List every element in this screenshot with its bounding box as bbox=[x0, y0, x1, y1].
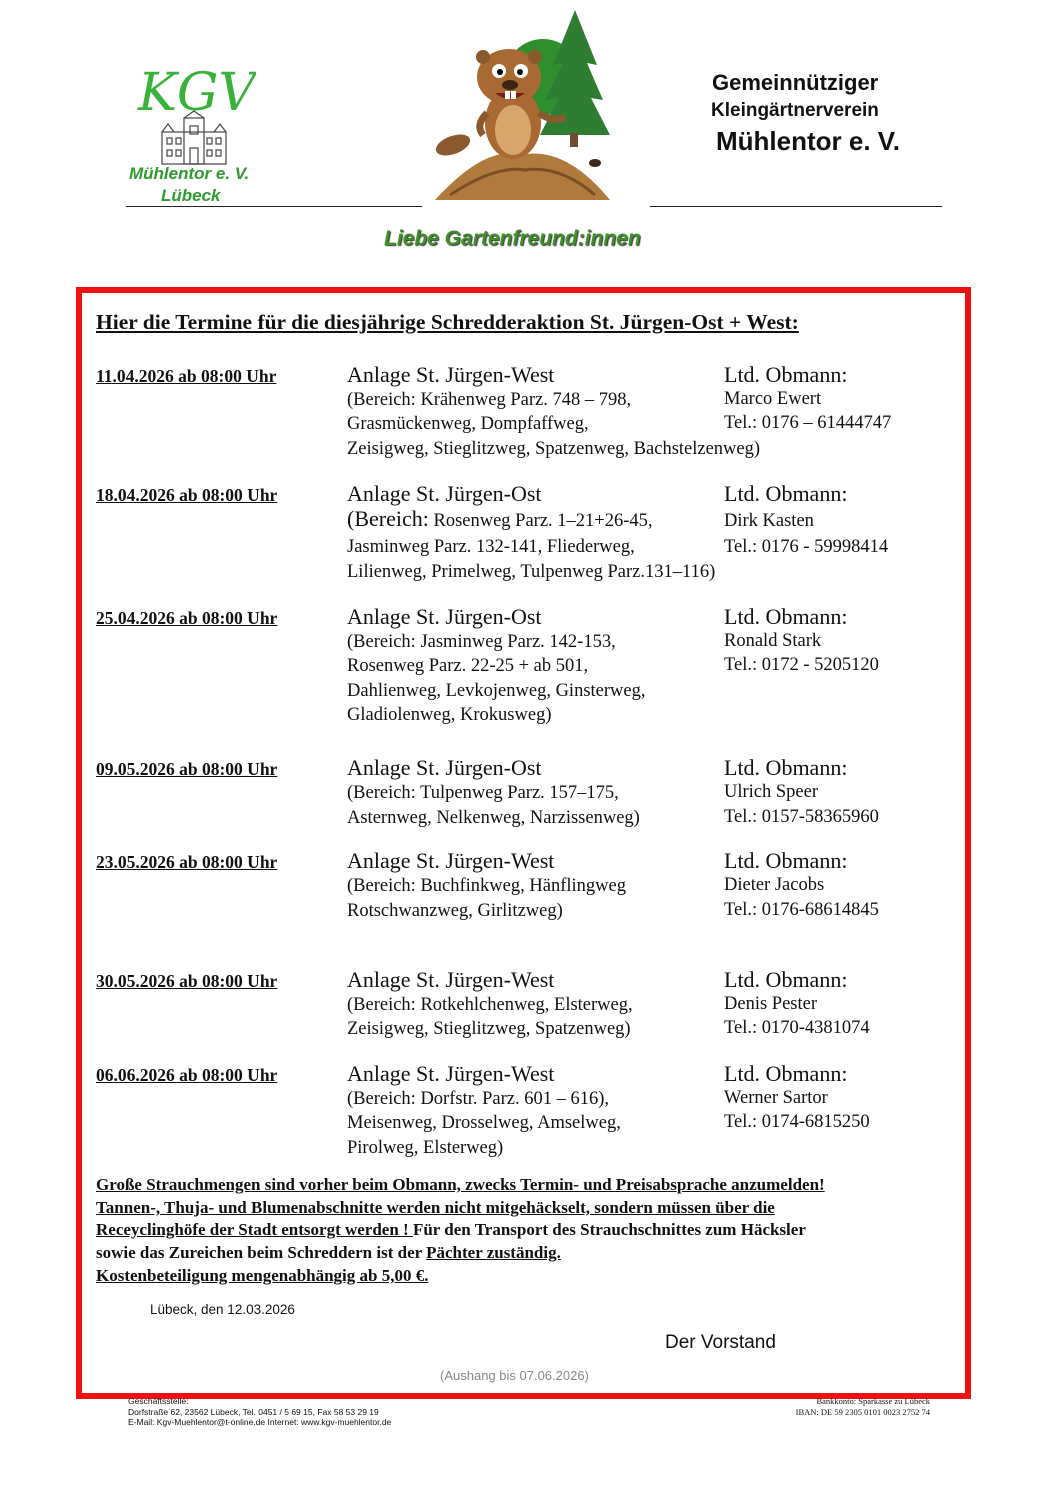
note-line-3 bbox=[96, 1220, 806, 1240]
entry-date: 25.04.2026 ab 08:00 Uhr bbox=[96, 608, 278, 628]
entry-bereich-line: (Bereich: Buchfinkweg, Hänflingweg bbox=[347, 876, 626, 896]
entry-anlage: Anlage St. Jürgen-West bbox=[347, 362, 555, 387]
aushang-note: (Aushang bis 07.06.2026) bbox=[440, 1368, 589, 1383]
footer-left-line: Dorfstraße 62, 23562 Lübeck, Tel. 0451 / 5 69 15, Fax 58 53 29 19 bbox=[128, 1406, 379, 1417]
entry-obmann-tel: Tel.: 0176 - 59998414 bbox=[724, 537, 889, 557]
entry-obmann-name: Dieter Jacobs bbox=[724, 875, 825, 895]
logo-subtitle-2: Lübeck bbox=[161, 186, 221, 205]
entry-obmann-tel: Tel.: 0174-6815250 bbox=[724, 1112, 870, 1132]
note-line-1: Große Strauchmengen sind vorher beim Obmann, zwecks Termin- und Preisabsprache anzumelden! bbox=[96, 1175, 825, 1194]
entry-bereich-line: (Bereich: Krähenweg Parz. 748 – 798, bbox=[347, 390, 632, 410]
header-rule-left bbox=[126, 206, 422, 207]
entry-anlage: Anlage St. Jürgen-West bbox=[347, 1061, 555, 1086]
entry-anlage: Anlage St. Jürgen-West bbox=[347, 967, 555, 992]
entry-obmann-label: Ltd. Obmann: bbox=[724, 362, 848, 387]
note-line-4-underlined: Pächter zuständig. bbox=[426, 1243, 561, 1262]
entry-bereich-line: (Bereich: Dorfstr. Parz. 601 – 616), bbox=[347, 1089, 610, 1109]
entry-obmann-name: Marco Ewert bbox=[724, 389, 822, 409]
org-name-line-3: Mühlentor e. V. bbox=[716, 126, 900, 156]
entry-obmann-name: Dirk Kasten bbox=[724, 511, 814, 531]
org-name-line-1: Gemeinnütziger bbox=[712, 70, 879, 95]
entry-bereich-line bbox=[347, 507, 653, 534]
entry-obmann-label: Ltd. Obmann: bbox=[724, 967, 848, 992]
signature: Der Vorstand bbox=[665, 1332, 776, 1353]
entry-obmann-tel: Tel.: 0170-4381074 bbox=[724, 1018, 870, 1038]
main-heading: Hier die Termine für die diesjährige Schredderaktion St. Jürgen-Ost + West: bbox=[96, 310, 799, 334]
entry-date: 09.05.2026 ab 08:00 Uhr bbox=[96, 759, 278, 779]
entry-anlage: Anlage St. Jürgen-Ost bbox=[347, 755, 542, 780]
entry-obmann-name: Ulrich Speer bbox=[724, 782, 819, 802]
entry-obmann-label: Ltd. Obmann: bbox=[724, 604, 848, 629]
entry-bereich-text: Rosenweg Parz. 1–21+26-45, bbox=[428, 511, 653, 531]
entry-date: 06.06.2026 ab 08:00 Uhr bbox=[96, 1065, 278, 1085]
note-line-2: Tannen-, Thuja- und Blumenabschnitte werden nicht mitgehäckselt, sondern müssen über die bbox=[96, 1198, 775, 1217]
footer-right-line: Bankkonto: Sparkasse zu Lübeck bbox=[816, 1396, 930, 1406]
entry-bereich-line: Rosenweg Parz. 22-25 + ab 501, bbox=[347, 656, 589, 676]
entry-obmann-name: Werner Sartor bbox=[724, 1088, 828, 1108]
footer-left-line: E-Mail: Kgv-Muehlentor@t-online.de Internet: www.kgv-muehlentor.de bbox=[128, 1417, 392, 1427]
greeting: Liebe Gartenfreund:innen bbox=[384, 227, 641, 250]
entry-anlage: Anlage St. Jürgen-Ost bbox=[347, 604, 542, 629]
entry-date: 11.04.2026 ab 08:00 Uhr bbox=[96, 366, 277, 386]
entry-obmann-name: Ronald Stark bbox=[724, 631, 822, 651]
entry-bereich-line: (Bereich: Tulpenweg Parz. 157–175, bbox=[347, 783, 619, 803]
beaver-mascot-icon bbox=[425, 5, 615, 205]
entry-bereich-line: (Bereich: Jasminweg Parz. 142-153, bbox=[347, 632, 616, 652]
entry-obmann-name: Denis Pester bbox=[724, 994, 817, 1014]
footer-left-line: Geschäftsstelle: bbox=[128, 1396, 189, 1406]
entry-bereich-line: Jasminweg Parz. 132-141, Fliederweg, bbox=[347, 537, 635, 557]
note-line-4 bbox=[96, 1243, 561, 1263]
note-line-5: Kostenbeteiligung mengenabhängig ab 5,00 €. bbox=[96, 1266, 429, 1285]
entry-obmann-label: Ltd. Obmann: bbox=[724, 755, 848, 780]
castle-icon bbox=[158, 110, 230, 166]
entry-bereich-line: Rotschwanzweg, Girlitzweg) bbox=[347, 901, 563, 921]
entry-obmann-label: Ltd. Obmann: bbox=[724, 1061, 848, 1086]
entry-bereich-line: Grasmückenweg, Dompfaffweg, bbox=[347, 414, 589, 434]
note-line-3-rest: Für den Transport des Strauchschnittes zum Häcksler bbox=[412, 1220, 806, 1239]
entry-bereich-line: (Bereich: Rotkehlchenweg, Elsterweg, bbox=[347, 995, 633, 1015]
entry-bereich-line: Gladiolenweg, Krokusweg) bbox=[347, 705, 552, 725]
entry-bereich-prefix: (Bereich: bbox=[347, 506, 429, 531]
entry-obmann-label: Ltd. Obmann: bbox=[724, 481, 848, 506]
footer-right-line: IBAN: DE 59 2305 0101 0023 2752 74 bbox=[795, 1406, 930, 1417]
entry-bereich-line: Asternweg, Nelkenweg, Narzissenweg) bbox=[347, 808, 640, 828]
entry-bereich-line: Pirolweg, Elsterweg) bbox=[347, 1138, 504, 1158]
entry-date: 23.05.2026 ab 08:00 Uhr bbox=[96, 852, 278, 872]
org-name-line-2: Kleingärtnerverein bbox=[711, 100, 879, 121]
entry-obmann-label: Ltd. Obmann: bbox=[724, 848, 848, 873]
entry-date: 18.04.2026 ab 08:00 Uhr bbox=[96, 485, 278, 505]
footer-address bbox=[128, 1396, 391, 1428]
entry-bereich-line: Meisenweg, Drosselweg, Amselweg, bbox=[347, 1113, 621, 1133]
header-rule-right bbox=[650, 206, 942, 207]
entry-bereich-line: Zeisigweg, Stieglitzweg, Spatzenweg, Bachstelzenweg) bbox=[347, 439, 761, 459]
logo-subtitle-1: Mühlentor e. V. bbox=[129, 164, 250, 183]
note-line-3-underlined: Receyclinghöfe der Stadt entsorgt werden ! bbox=[96, 1220, 413, 1239]
entry-obmann-tel: Tel.: 0157-58365960 bbox=[724, 807, 879, 827]
place-date: Lübeck, den 12.03.2026 bbox=[150, 1302, 295, 1317]
entry-bereich-line: Zeisigweg, Stieglitzweg, Spatzenweg) bbox=[347, 1019, 631, 1039]
entry-obmann-tel: Tel.: 0176-68614845 bbox=[724, 900, 879, 920]
entry-obmann-tel: Tel.: 0172 - 5205120 bbox=[724, 655, 879, 675]
entry-date: 30.05.2026 ab 08:00 Uhr bbox=[96, 971, 278, 991]
footer-bank bbox=[720, 1396, 930, 1417]
entry-anlage: Anlage St. Jürgen-West bbox=[347, 848, 555, 873]
entry-bereich-line: Dahlienweg, Levkojenweg, Ginsterweg, bbox=[347, 681, 646, 701]
kgv-logo-text: KGV bbox=[138, 63, 256, 120]
entry-obmann-tel: Tel.: 0176 – 61444747 bbox=[724, 413, 892, 433]
note-line-4-pre: sowie das Zureichen beim Schreddern ist der bbox=[96, 1243, 427, 1262]
entry-anlage: Anlage St. Jürgen-Ost bbox=[347, 481, 542, 506]
entry-bereich-line: Lilienweg, Primelweg, Tulpenweg Parz.131–116) bbox=[347, 562, 716, 582]
